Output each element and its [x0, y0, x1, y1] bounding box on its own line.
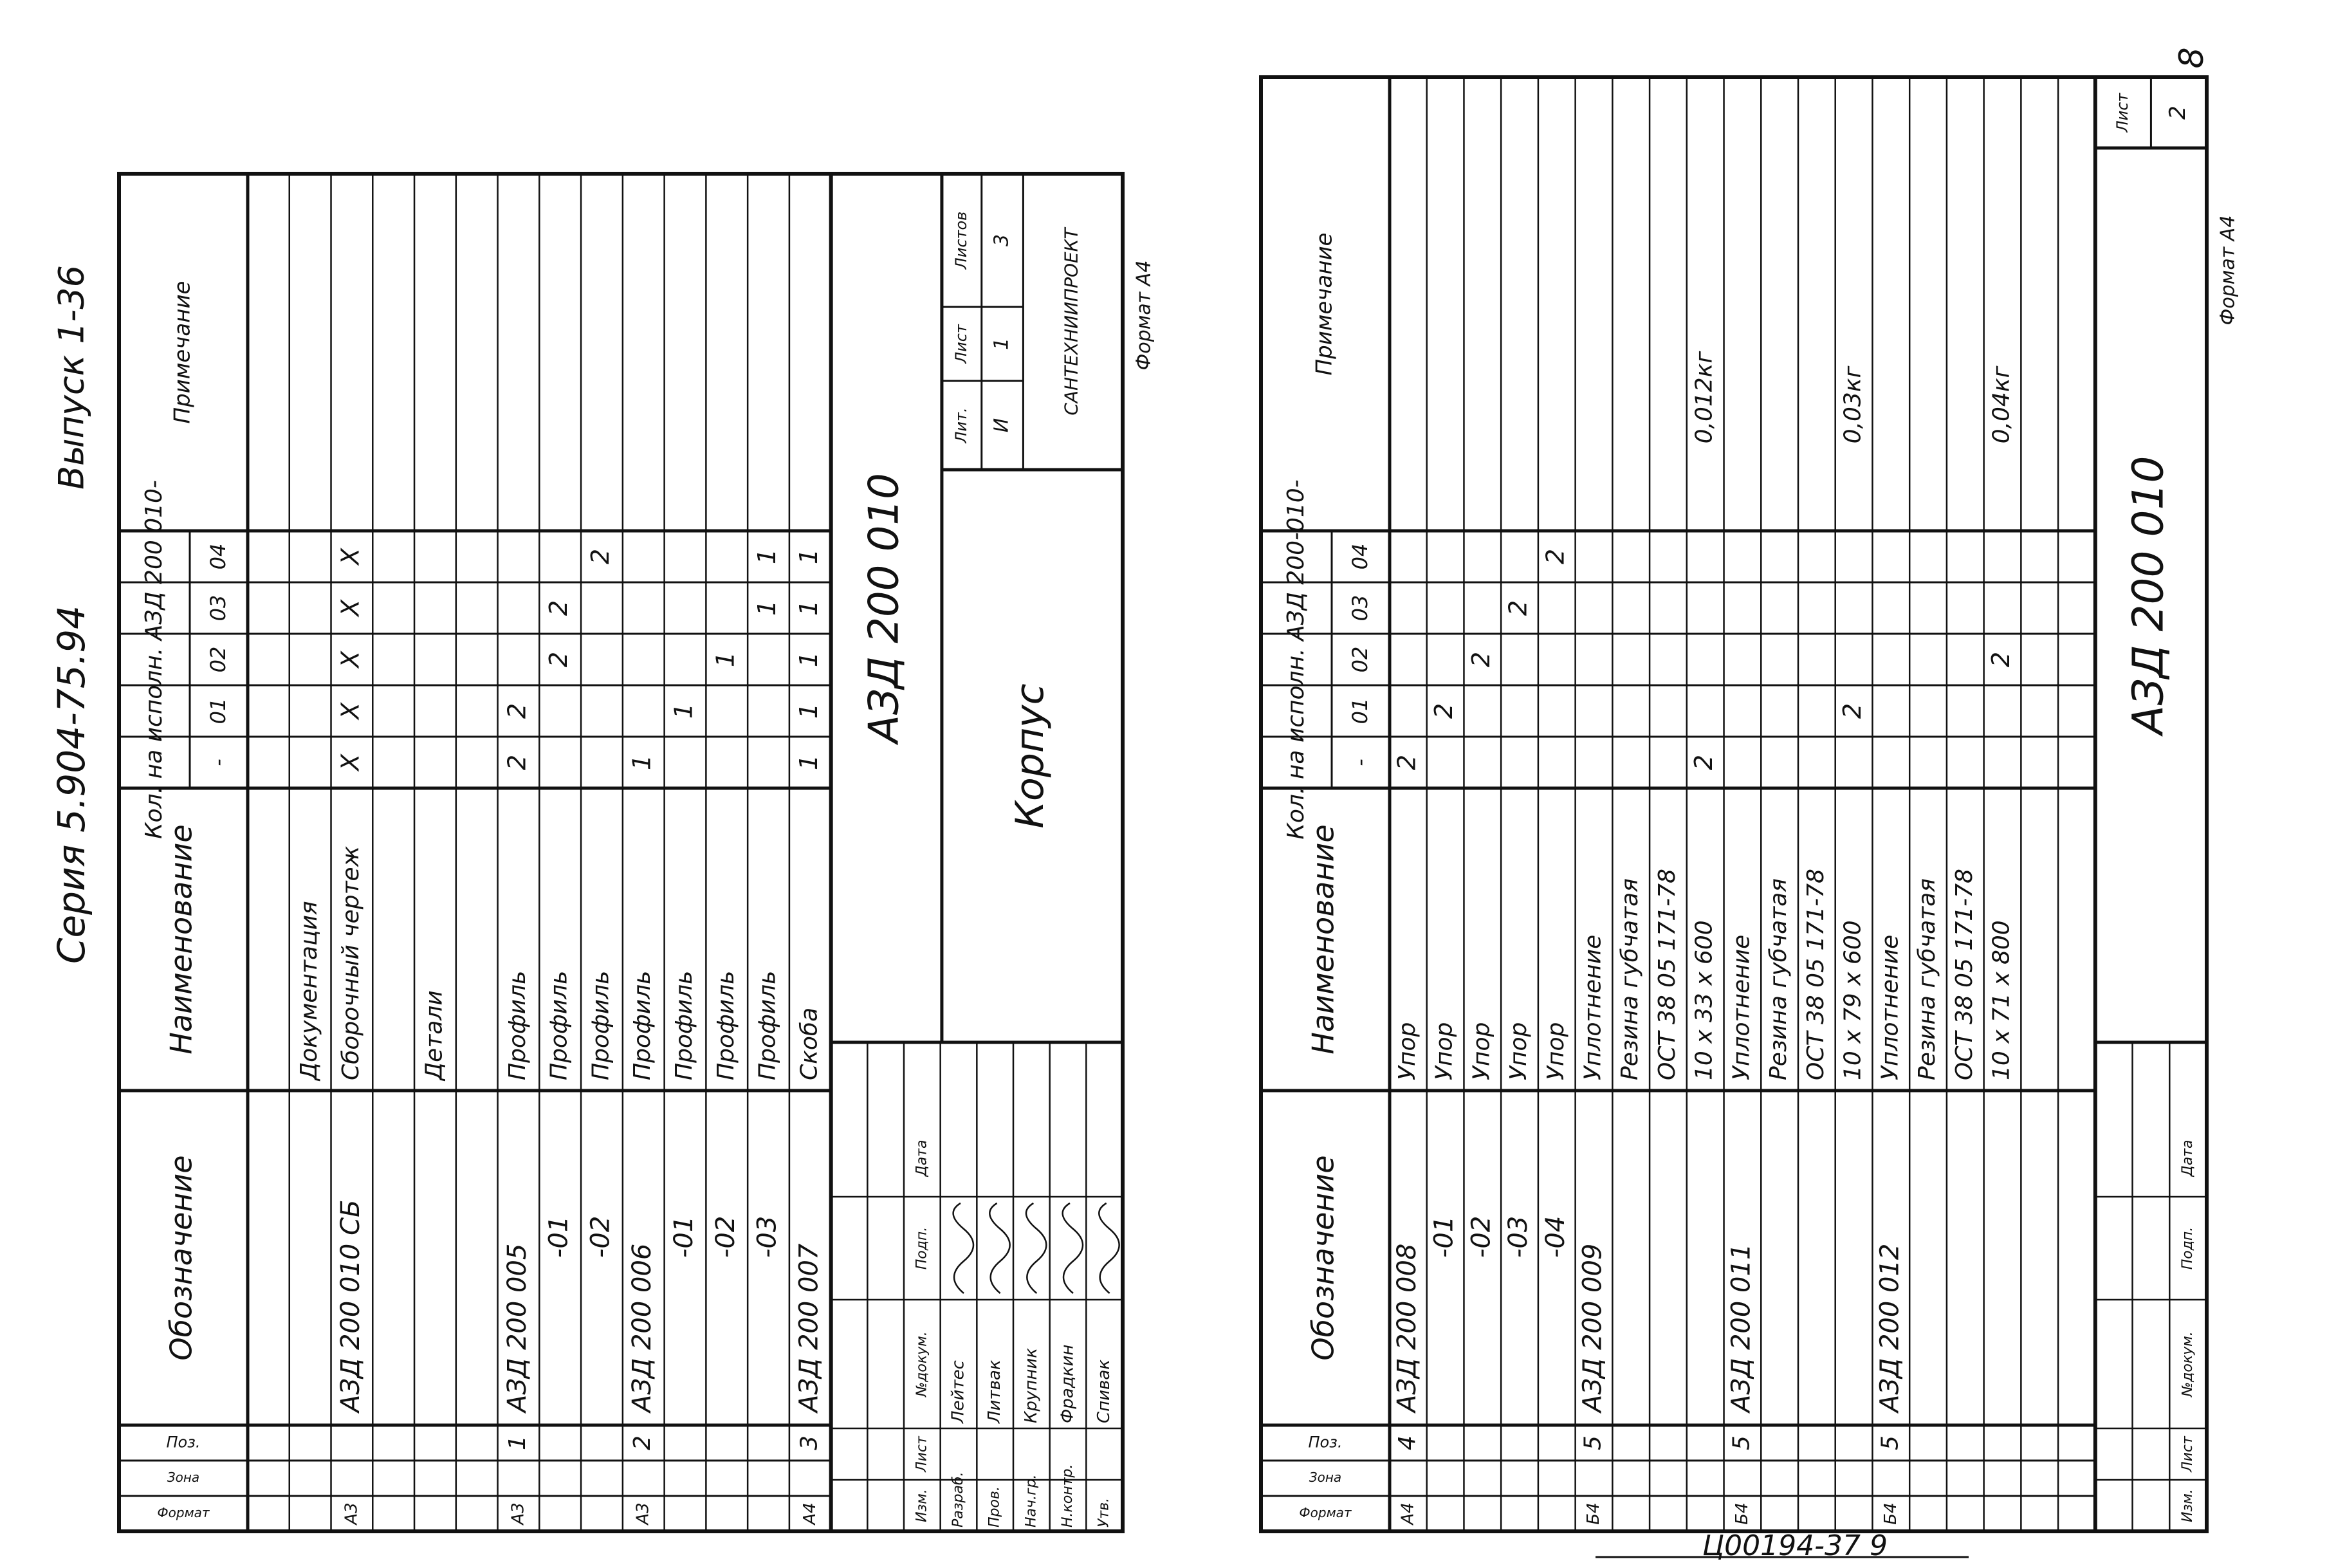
format-label: Формат А4 — [2216, 215, 2240, 326]
sheet2-rotated — [1261, 77, 2240, 1531]
exec-col-0: - — [1348, 759, 1372, 766]
tb-col-header: Изм. — [2180, 1489, 2196, 1522]
cell-name: Резина губчатая — [1765, 878, 1792, 1080]
doc-number: АЗД 200 010 — [2123, 456, 2173, 735]
tb-role: Разраб. — [950, 1471, 966, 1527]
cell-qty: 2 — [502, 754, 531, 771]
cell-pos: 1 — [504, 1435, 531, 1450]
cell-designation: АЗД 200 009 — [1577, 1243, 1608, 1412]
cell-qty: 2 — [1689, 754, 1718, 771]
cell-name: ОСТ 38 05 171-78 — [1951, 869, 1978, 1080]
cell-format: А3 — [633, 1502, 653, 1525]
cell-qty: 1 — [627, 754, 656, 771]
cell-qty: 1 — [711, 651, 740, 668]
cell-name: Скоба — [796, 1007, 823, 1080]
signature-mark — [1099, 1203, 1119, 1293]
doc-title: Корпус — [1007, 683, 1053, 829]
tb-col-header: Дата — [2180, 1139, 2196, 1177]
sheets-label: Листов — [952, 211, 970, 270]
exec-col-1: 01 — [206, 697, 230, 724]
tb-name: Спивак — [1094, 1359, 1114, 1423]
cell-format: А4 — [1398, 1502, 1418, 1525]
tb-col-header: Подп. — [2180, 1226, 2196, 1270]
signature-mark — [1026, 1203, 1046, 1293]
sheet-value: 1 — [990, 337, 1013, 351]
cell-pos: 3 — [796, 1435, 823, 1450]
footer-code: Ц00194-37 9 — [1702, 1529, 1888, 1562]
tb-col-header: Лист — [2180, 1436, 2196, 1472]
cell-qty: 2 — [544, 651, 573, 668]
cell-qty: 1 — [753, 548, 782, 565]
lit-value: И — [990, 418, 1013, 433]
header-designation: Обозначение — [163, 1155, 199, 1361]
header-name: Наименование — [1305, 824, 1341, 1055]
cell-qty: 1 — [794, 600, 823, 616]
cell-name: Профиль — [629, 970, 656, 1080]
header-format: Формат — [157, 1505, 210, 1520]
cell-designation: -02 — [1466, 1215, 1496, 1258]
cell-designation: АЗД 200 011 — [1726, 1243, 1756, 1412]
cell-name: 10 x 33 x 600 — [1691, 920, 1718, 1080]
cell-name: Профиль — [546, 970, 573, 1080]
cell-designation: -03 — [752, 1215, 782, 1258]
exec-col-3: 03 — [206, 595, 230, 622]
exec-col-3: 03 — [1348, 595, 1372, 622]
cell-name: Профиль — [754, 970, 781, 1080]
tb-role: Н.контр. — [1060, 1464, 1076, 1527]
cell-designation: АЗД 200 008 — [1392, 1243, 1422, 1412]
cell-qty: X — [336, 599, 365, 617]
sheets-value: 3 — [990, 234, 1013, 247]
cell-designation: АЗД 200 012 — [1875, 1243, 1905, 1412]
tb-col-header: №докум. — [2180, 1331, 2196, 1397]
cell-qty: 2 — [1838, 703, 1867, 719]
tb-name: Фрадкин — [1058, 1344, 1078, 1423]
cell-qty: 1 — [753, 600, 782, 616]
lit-label: Лит. — [952, 407, 970, 443]
issue-line: Выпуск 1-36 — [51, 265, 92, 490]
cell-pos: 5 — [1579, 1435, 1606, 1450]
exec-col-4: 04 — [206, 543, 230, 570]
cell-qty: 1 — [794, 703, 823, 719]
cell-qty: 2 — [585, 548, 614, 565]
cell-format: Б4 — [1584, 1502, 1603, 1525]
sheet-label: Лист — [952, 324, 970, 364]
cell-name: ОСТ 38 05 171-78 — [1653, 869, 1680, 1080]
cell-name: Упор — [1431, 1022, 1458, 1080]
cell-note: 0,04кг — [1988, 365, 2015, 444]
cell-note: 0,012кг — [1691, 351, 1718, 444]
cell-name: Упор — [1468, 1022, 1495, 1080]
cell-name: Профиль — [671, 970, 697, 1080]
header-pos: Поз. — [166, 1433, 201, 1452]
cell-format: А3 — [508, 1502, 528, 1525]
sheet-value: 2 — [2165, 106, 2191, 120]
exec-col-2: 02 — [1348, 646, 1372, 673]
tb-role: Пров. — [986, 1486, 1003, 1527]
page-number: 8 — [2173, 47, 2211, 69]
tb-name: Крупник — [1021, 1348, 1041, 1423]
tb-name: Литвак — [985, 1360, 1005, 1423]
cell-qty: 2 — [1987, 651, 2015, 668]
exec-col-4: 04 — [1348, 543, 1372, 570]
cell-qty: X — [336, 650, 365, 669]
sheet1-rotated — [50, 174, 1155, 1531]
tb-col-header: Изм. — [914, 1489, 930, 1522]
header-zone: Зона — [1309, 1470, 1342, 1485]
signature-mark — [953, 1203, 973, 1293]
cell-name: Упор — [1393, 1022, 1421, 1080]
header-qty-group: Кол. на исполн. АЗД 200-010- — [1283, 479, 1309, 840]
org-name: САНТЕХНИИПРОЕКТ — [1060, 228, 1082, 416]
cell-name: Уплотнение — [1877, 934, 1904, 1080]
header-pos: Поз. — [1308, 1433, 1343, 1452]
header-name: Наименование — [163, 824, 199, 1055]
header-notes: Примечание — [169, 281, 196, 424]
tb-col-header: Подп. — [914, 1226, 930, 1270]
exec-col-2: 02 — [206, 646, 230, 673]
header-notes: Примечание — [1311, 232, 1338, 376]
format-label: Формат А4 — [1132, 260, 1155, 371]
cell-qty: X — [336, 753, 365, 771]
header-designation: Обозначение — [1305, 1155, 1341, 1361]
tb-col-header: Лист — [914, 1436, 930, 1472]
tb-col-header: №докум. — [914, 1331, 930, 1397]
cell-designation: -02 — [710, 1215, 740, 1258]
cell-designation: АЗД 200 005 — [502, 1243, 532, 1412]
cell-name: Уплотнение — [1728, 934, 1755, 1080]
cell-designation: АЗД 200 010 СБ — [335, 1199, 365, 1412]
tb-col-header: Дата — [914, 1139, 930, 1177]
cell-qty: 1 — [794, 754, 823, 771]
cell-qty: X — [336, 548, 365, 566]
doc-number: АЗД 200 010 — [860, 473, 908, 743]
cell-name: Профиль — [504, 970, 531, 1080]
cell-designation: -01 — [1429, 1215, 1459, 1258]
cell-name: Резина губчатая — [1617, 878, 1644, 1080]
cell-designation: АЗД 200 007 — [794, 1243, 824, 1412]
cell-name: 10 x 71 x 800 — [1988, 920, 2015, 1080]
cell-format: А4 — [800, 1502, 820, 1525]
cell-designation: -04 — [1540, 1215, 1570, 1258]
cell-pos: 2 — [629, 1435, 656, 1450]
cell-name: Профиль — [587, 970, 614, 1080]
cell-qty: 2 — [502, 703, 531, 719]
signature-mark — [989, 1203, 1009, 1293]
cell-qty: 2 — [1504, 600, 1532, 616]
cell-pos: 5 — [1877, 1435, 1904, 1450]
exec-col-0: - — [206, 759, 230, 766]
sheet-label: Лист — [2113, 93, 2132, 133]
header-format: Формат — [1299, 1505, 1352, 1520]
cell-format: А3 — [342, 1502, 362, 1525]
signature-mark — [1063, 1203, 1083, 1293]
cell-qty: 2 — [544, 600, 573, 616]
cell-format: Б4 — [1732, 1502, 1752, 1525]
cell-qty: 2 — [1392, 754, 1421, 771]
cell-qty: 1 — [794, 548, 823, 565]
cell-qty: 1 — [669, 703, 698, 719]
cell-name: Детали — [421, 990, 448, 1080]
header-zone: Зона — [167, 1470, 200, 1485]
cell-qty: X — [336, 702, 365, 720]
tb-role: Нач.гр. — [1023, 1474, 1040, 1527]
cell-designation: -03 — [1504, 1215, 1534, 1258]
tb-name: Лейтес — [948, 1360, 968, 1423]
exec-col-1: 01 — [1348, 697, 1372, 724]
series-line: Серия 5.904-75.94 — [50, 605, 94, 964]
cell-name: Документация — [296, 901, 323, 1080]
cell-format: Б4 — [1881, 1502, 1900, 1525]
cell-name: Сборочный чертеж — [337, 845, 364, 1080]
cell-pos: 5 — [1728, 1435, 1755, 1450]
cell-designation: АЗД 200 006 — [627, 1243, 658, 1412]
cell-note: 0,03кг — [1839, 365, 1866, 444]
cell-qty: 2 — [1430, 703, 1458, 719]
cell-designation: -02 — [585, 1215, 616, 1258]
cell-name: ОСТ 38 05 171-78 — [1802, 869, 1829, 1080]
cell-designation: -01 — [544, 1215, 574, 1258]
tb-role: Утв. — [1096, 1497, 1112, 1527]
cell-pos: 4 — [1393, 1435, 1421, 1450]
cell-name: Упор — [1542, 1022, 1569, 1080]
cell-designation: -01 — [669, 1215, 699, 1258]
cell-qty: 2 — [1466, 651, 1495, 668]
sheet1-frame — [119, 174, 1123, 1531]
cell-name: Профиль — [712, 970, 739, 1080]
cell-name: Резина губчатая — [1914, 878, 1941, 1080]
cell-qty: 2 — [1541, 548, 1570, 565]
cell-name: Упор — [1505, 1022, 1532, 1080]
cell-qty: 1 — [794, 651, 823, 668]
cell-name: 10 x 79 x 600 — [1839, 920, 1866, 1080]
cell-name: Уплотнение — [1579, 934, 1606, 1080]
header-qty-group: Кол. на исполн. АЗД 200 010- — [141, 480, 167, 839]
